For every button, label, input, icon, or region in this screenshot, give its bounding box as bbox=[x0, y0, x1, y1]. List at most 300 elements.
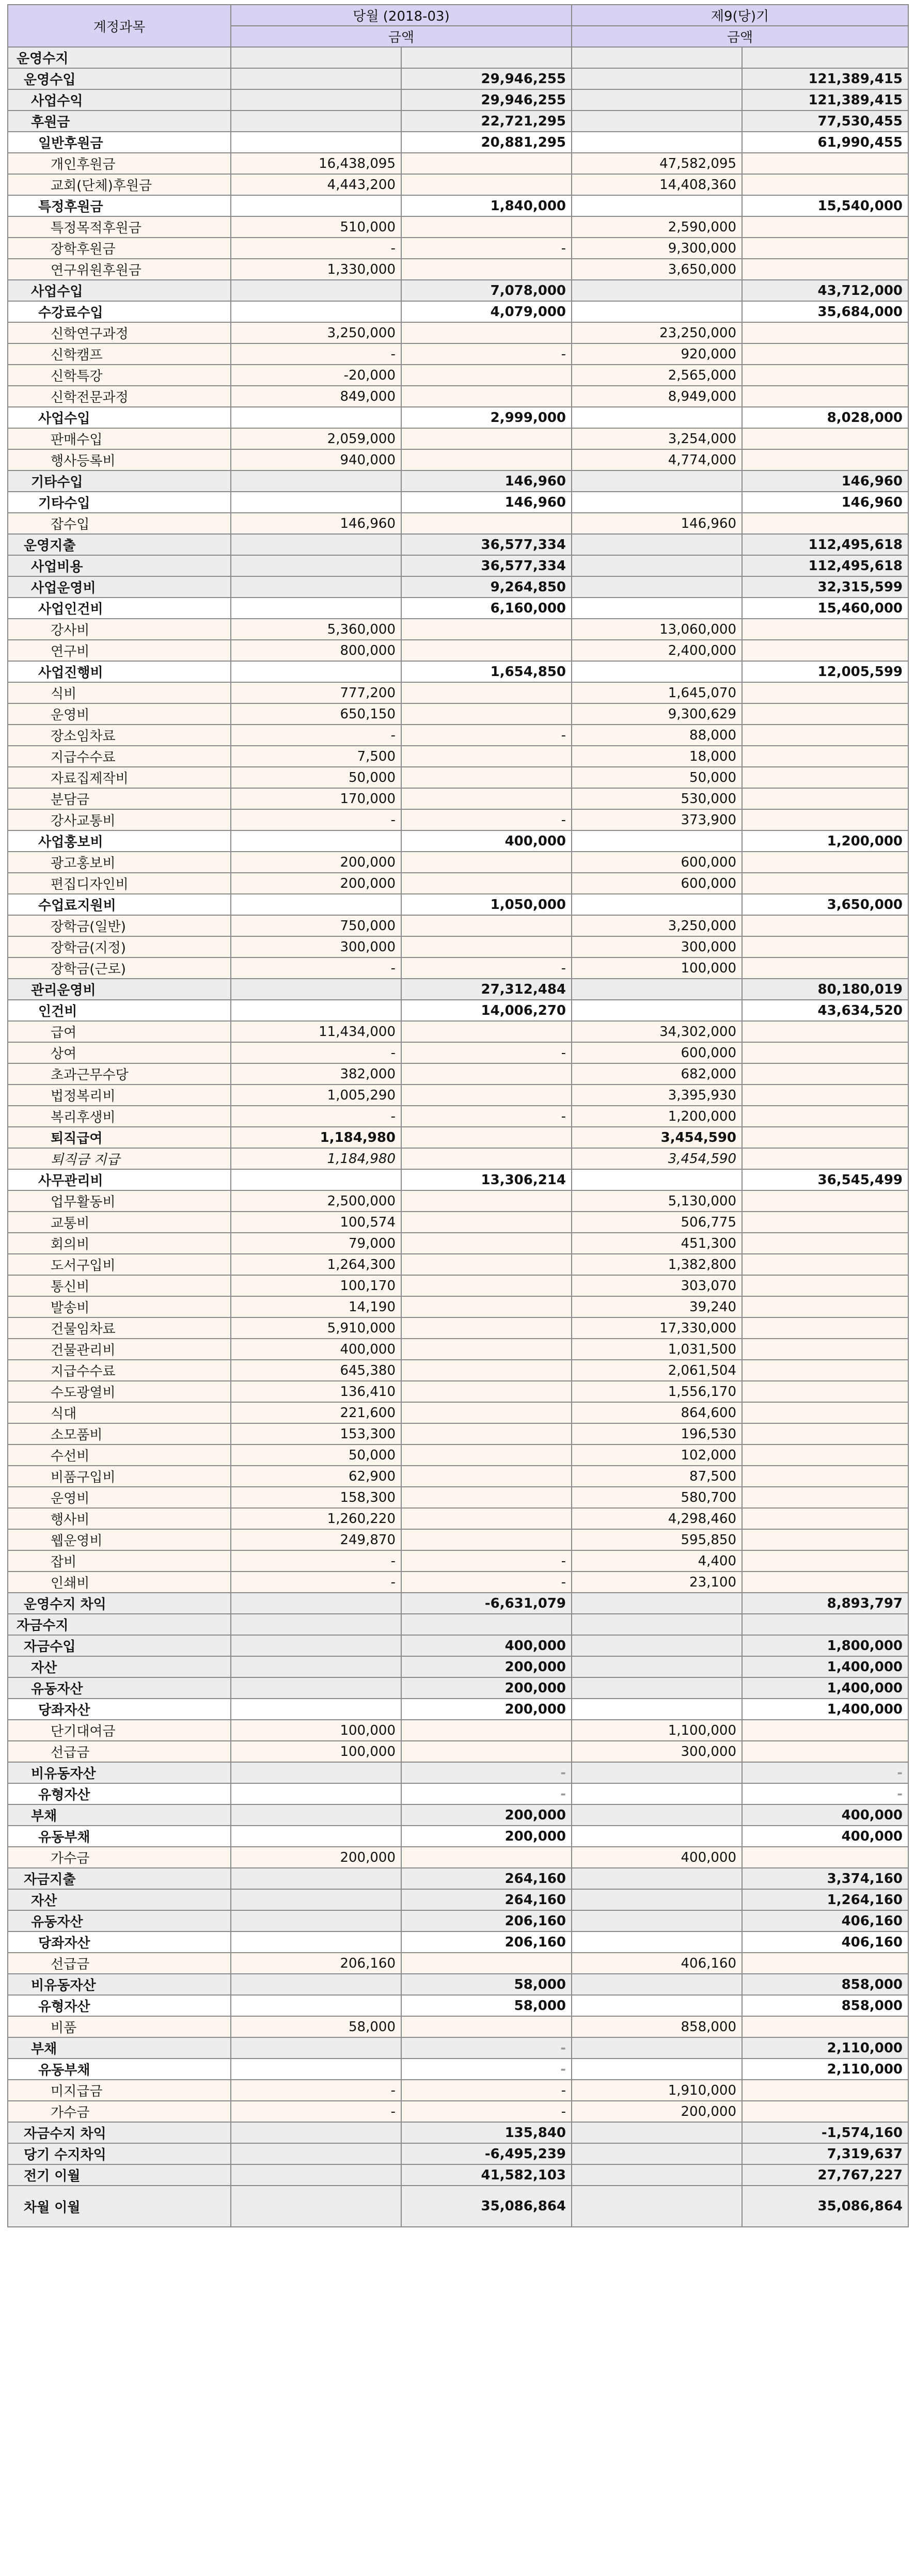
month-subtotal-cell bbox=[401, 1021, 572, 1042]
table-row bbox=[8, 576, 908, 598]
month-detail-cell: - bbox=[231, 1042, 401, 1063]
year-detail-cell: 1,910,000 bbox=[572, 2080, 742, 2101]
table-row bbox=[8, 1953, 908, 1974]
year-detail-cell: 300,000 bbox=[572, 936, 742, 957]
month-subtotal-cell: 58,000 bbox=[401, 1995, 572, 2016]
year-detail-cell: 4,298,460 bbox=[572, 1508, 742, 1529]
month-subtotal-cell: 1,654,850 bbox=[401, 661, 572, 682]
month-subtotal-cell: 146,960 bbox=[401, 492, 572, 513]
account-label: 운영비 bbox=[8, 1487, 231, 1508]
year-subtotal-cell: 400,000 bbox=[742, 1826, 908, 1847]
year-detail-cell: 451,300 bbox=[572, 1233, 742, 1254]
month-subtotal-cell: 200,000 bbox=[401, 1804, 572, 1826]
month-detail-cell: 200,000 bbox=[231, 1847, 401, 1868]
year-subtotal-cell bbox=[742, 343, 908, 365]
month-subtotal-cell bbox=[401, 259, 572, 280]
month-detail-cell bbox=[231, 2143, 401, 2164]
year-detail-cell: 102,000 bbox=[572, 1444, 742, 1466]
year-detail-cell bbox=[572, 89, 742, 111]
month-subtotal-cell: 200,000 bbox=[401, 1656, 572, 1677]
month-subtotal-cell bbox=[401, 936, 572, 957]
year-detail-cell: 39,240 bbox=[572, 1296, 742, 1317]
account-label: 차월 이월 bbox=[8, 2186, 231, 2227]
table-row bbox=[8, 979, 908, 1000]
year-detail-cell: 196,530 bbox=[572, 1423, 742, 1444]
year-detail-cell: 864,600 bbox=[572, 1402, 742, 1423]
year-subtotal-cell bbox=[742, 174, 908, 195]
month-subtotal-cell bbox=[401, 2016, 572, 2037]
month-subtotal-cell: 4,079,000 bbox=[401, 301, 572, 322]
table-row bbox=[8, 1085, 908, 1106]
account-label: 판매수입 bbox=[8, 428, 231, 449]
month-subtotal-cell bbox=[401, 746, 572, 767]
month-detail-cell bbox=[231, 2037, 401, 2059]
month-detail-cell: 16,438,095 bbox=[231, 153, 401, 174]
year-subtotal-cell bbox=[742, 1042, 908, 1063]
table-row bbox=[8, 2059, 908, 2080]
year-detail-cell bbox=[572, 280, 742, 301]
year-subtotal-cell bbox=[742, 703, 908, 725]
month-subtotal-cell bbox=[401, 1254, 572, 1275]
month-subtotal-cell bbox=[401, 174, 572, 195]
month-detail-cell: 136,410 bbox=[231, 1381, 401, 1402]
year-subtotal-cell: -1,574,160 bbox=[742, 2122, 908, 2143]
year-detail-cell bbox=[572, 1593, 742, 1614]
account-label: 장학금(일반) bbox=[8, 915, 231, 936]
year-detail-cell: 200,000 bbox=[572, 2101, 742, 2122]
month-subtotal-cell: - bbox=[401, 725, 572, 746]
year-subtotal-cell bbox=[742, 809, 908, 830]
header-amount-current-month: 금액 bbox=[231, 26, 572, 47]
month-detail-cell bbox=[231, 661, 401, 682]
account-label: 당좌자산 bbox=[8, 1931, 231, 1953]
month-detail-cell: 100,000 bbox=[231, 1741, 401, 1762]
table-row bbox=[8, 619, 908, 640]
month-subtotal-cell: 135,840 bbox=[401, 2122, 572, 2143]
year-subtotal-cell: 32,315,599 bbox=[742, 576, 908, 598]
year-detail-cell: 146,960 bbox=[572, 513, 742, 534]
account-label: 운영수지 차익 bbox=[8, 1593, 231, 1614]
table-row bbox=[8, 68, 908, 89]
month-subtotal-cell bbox=[401, 915, 572, 936]
month-subtotal-cell: 7,078,000 bbox=[401, 280, 572, 301]
month-detail-cell: 3,250,000 bbox=[231, 322, 401, 343]
month-subtotal-cell: 400,000 bbox=[401, 830, 572, 852]
table-row bbox=[8, 809, 908, 830]
year-subtotal-cell: 8,028,000 bbox=[742, 407, 908, 428]
account-label: 가수금 bbox=[8, 1847, 231, 1868]
month-subtotal-cell: 1,840,000 bbox=[401, 195, 572, 216]
year-detail-cell bbox=[572, 1783, 742, 1804]
month-subtotal-cell bbox=[401, 1487, 572, 1508]
month-subtotal-cell: 20,881,295 bbox=[401, 132, 572, 153]
table-row bbox=[8, 449, 908, 470]
year-subtotal-cell bbox=[742, 216, 908, 238]
year-subtotal-cell bbox=[742, 1444, 908, 1466]
year-detail-cell bbox=[572, 576, 742, 598]
year-detail-cell bbox=[572, 1169, 742, 1190]
year-subtotal-cell bbox=[742, 746, 908, 767]
year-subtotal-cell bbox=[742, 1508, 908, 1529]
account-label: 자금수입 bbox=[8, 1635, 231, 1656]
month-detail-cell bbox=[231, 598, 401, 619]
account-label: 자산 bbox=[8, 1656, 231, 1677]
month-subtotal-cell bbox=[401, 852, 572, 873]
month-detail-cell bbox=[231, 47, 401, 68]
year-subtotal-cell bbox=[742, 640, 908, 661]
month-subtotal-cell: - bbox=[401, 343, 572, 365]
table-row bbox=[8, 534, 908, 555]
month-detail-cell: 200,000 bbox=[231, 852, 401, 873]
account-label: 유동자산 bbox=[8, 1910, 231, 1931]
table-row bbox=[8, 1487, 908, 1508]
month-subtotal-cell bbox=[401, 1360, 572, 1381]
account-label: 편집디자인비 bbox=[8, 873, 231, 894]
year-subtotal-cell bbox=[742, 1148, 908, 1169]
month-detail-cell: 750,000 bbox=[231, 915, 401, 936]
table-row bbox=[8, 1000, 908, 1021]
table-row bbox=[8, 1974, 908, 1995]
table-row bbox=[8, 343, 908, 365]
account-label: 교통비 bbox=[8, 1212, 231, 1233]
account-label: 소모품비 bbox=[8, 1423, 231, 1444]
year-detail-cell: 1,556,170 bbox=[572, 1381, 742, 1402]
year-subtotal-cell bbox=[742, 725, 908, 746]
header-amount-fiscal-year: 금액 bbox=[572, 26, 908, 47]
year-detail-cell bbox=[572, 534, 742, 555]
month-subtotal-cell: - bbox=[401, 2037, 572, 2059]
month-detail-cell: 1,005,290 bbox=[231, 1085, 401, 1106]
month-detail-cell: - bbox=[231, 1572, 401, 1593]
year-detail-cell bbox=[572, 894, 742, 915]
table-row bbox=[8, 1550, 908, 1572]
month-subtotal-cell: 9,264,850 bbox=[401, 576, 572, 598]
year-subtotal-cell bbox=[742, 1254, 908, 1275]
table-row bbox=[8, 1275, 908, 1296]
year-subtotal-cell bbox=[742, 1339, 908, 1360]
table-row bbox=[8, 365, 908, 386]
year-detail-cell: 1,200,000 bbox=[572, 1106, 742, 1127]
month-subtotal-cell bbox=[401, 1275, 572, 1296]
month-detail-cell: 11,434,000 bbox=[231, 1021, 401, 1042]
month-detail-cell bbox=[231, 576, 401, 598]
header-period-current-month: 당월 (2018-03) bbox=[231, 5, 572, 26]
month-subtotal-cell bbox=[401, 703, 572, 725]
year-detail-cell: 2,400,000 bbox=[572, 640, 742, 661]
account-label: 유동부채 bbox=[8, 1826, 231, 1847]
year-subtotal-cell: 36,545,499 bbox=[742, 1169, 908, 1190]
month-subtotal-cell bbox=[401, 640, 572, 661]
year-detail-cell: 2,061,504 bbox=[572, 1360, 742, 1381]
year-subtotal-cell bbox=[742, 513, 908, 534]
month-detail-cell: 221,600 bbox=[231, 1402, 401, 1423]
month-detail-cell: 849,000 bbox=[231, 386, 401, 407]
month-detail-cell bbox=[231, 1931, 401, 1953]
year-detail-cell: 9,300,629 bbox=[572, 703, 742, 725]
account-label: 사업수입 bbox=[8, 280, 231, 301]
year-subtotal-cell bbox=[742, 1529, 908, 1550]
table-row bbox=[8, 1296, 908, 1317]
account-label: 인건비 bbox=[8, 1000, 231, 1021]
table-row bbox=[8, 598, 908, 619]
month-subtotal-cell: 29,946,255 bbox=[401, 89, 572, 111]
month-detail-cell bbox=[231, 1804, 401, 1826]
account-label: 미지급금 bbox=[8, 2080, 231, 2101]
year-detail-cell: 13,060,000 bbox=[572, 619, 742, 640]
account-label: 유형자산 bbox=[8, 1783, 231, 1804]
month-subtotal-cell bbox=[401, 1466, 572, 1487]
year-subtotal-cell: 121,389,415 bbox=[742, 68, 908, 89]
month-detail-cell bbox=[231, 1995, 401, 2016]
month-subtotal-cell: 1,050,000 bbox=[401, 894, 572, 915]
year-detail-cell: 580,700 bbox=[572, 1487, 742, 1508]
table-row bbox=[8, 555, 908, 576]
table-row bbox=[8, 1847, 908, 1868]
month-subtotal-cell: 13,306,214 bbox=[401, 1169, 572, 1190]
account-label: 장학금(지정) bbox=[8, 936, 231, 957]
year-subtotal-cell bbox=[742, 428, 908, 449]
table-row bbox=[8, 1423, 908, 1444]
year-detail-cell: 23,250,000 bbox=[572, 322, 742, 343]
month-detail-cell: 4,443,200 bbox=[231, 174, 401, 195]
account-label: 기타수입 bbox=[8, 492, 231, 513]
month-detail-cell: 1,184,980 bbox=[231, 1148, 401, 1169]
year-subtotal-cell: - bbox=[742, 1783, 908, 1804]
month-detail-cell: 1,260,220 bbox=[231, 1508, 401, 1529]
year-subtotal-cell bbox=[742, 47, 908, 68]
year-subtotal-cell bbox=[742, 153, 908, 174]
year-subtotal-cell bbox=[742, 936, 908, 957]
year-subtotal-cell bbox=[742, 1063, 908, 1085]
account-label: 수선비 bbox=[8, 1444, 231, 1466]
month-detail-cell bbox=[231, 2122, 401, 2143]
month-detail-cell: 510,000 bbox=[231, 216, 401, 238]
table-row bbox=[8, 407, 908, 428]
table-row bbox=[8, 1677, 908, 1699]
table-row bbox=[8, 725, 908, 746]
year-subtotal-cell: 1,400,000 bbox=[742, 1677, 908, 1699]
account-label: 장소임차료 bbox=[8, 725, 231, 746]
year-subtotal-cell bbox=[742, 957, 908, 979]
year-subtotal-cell bbox=[742, 1106, 908, 1127]
account-label: 관리운영비 bbox=[8, 979, 231, 1000]
month-detail-cell bbox=[231, 1762, 401, 1783]
month-subtotal-cell bbox=[401, 1444, 572, 1466]
table-row bbox=[8, 1635, 908, 1656]
year-subtotal-cell bbox=[742, 788, 908, 809]
table-row bbox=[8, 386, 908, 407]
table-row bbox=[8, 1804, 908, 1826]
month-subtotal-cell bbox=[401, 1085, 572, 1106]
account-label: 특정후원금 bbox=[8, 195, 231, 216]
month-detail-cell bbox=[231, 195, 401, 216]
ledger-body bbox=[8, 47, 908, 2227]
month-detail-cell bbox=[231, 830, 401, 852]
table-row bbox=[8, 1656, 908, 1677]
account-label: 비품구입비 bbox=[8, 1466, 231, 1487]
year-detail-cell: 1,100,000 bbox=[572, 1720, 742, 1741]
year-detail-cell bbox=[572, 1656, 742, 1677]
year-subtotal-cell: 858,000 bbox=[742, 1974, 908, 1995]
year-detail-cell: 920,000 bbox=[572, 343, 742, 365]
table-row bbox=[8, 1127, 908, 1148]
table-row bbox=[8, 1042, 908, 1063]
month-subtotal-cell bbox=[401, 1339, 572, 1360]
year-detail-cell: 18,000 bbox=[572, 746, 742, 767]
year-detail-cell bbox=[572, 2143, 742, 2164]
month-subtotal-cell: 6,160,000 bbox=[401, 598, 572, 619]
table-row bbox=[8, 492, 908, 513]
year-subtotal-cell bbox=[742, 259, 908, 280]
month-detail-cell bbox=[231, 68, 401, 89]
month-detail-cell bbox=[231, 2164, 401, 2186]
table-row bbox=[8, 1148, 908, 1169]
account-label: 사업수익 bbox=[8, 89, 231, 111]
year-detail-cell bbox=[572, 2122, 742, 2143]
month-subtotal-cell: - bbox=[401, 809, 572, 830]
year-subtotal-cell: 15,540,000 bbox=[742, 195, 908, 216]
year-subtotal-cell: 858,000 bbox=[742, 1995, 908, 2016]
account-label: 지급수수료 bbox=[8, 1360, 231, 1381]
account-label: 사업홍보비 bbox=[8, 830, 231, 852]
month-subtotal-cell bbox=[401, 386, 572, 407]
year-subtotal-cell: 43,712,000 bbox=[742, 280, 908, 301]
month-subtotal-cell: 206,160 bbox=[401, 1910, 572, 1931]
account-label: 식비 bbox=[8, 682, 231, 703]
account-label: 사업비용 bbox=[8, 555, 231, 576]
year-subtotal-cell: 2,110,000 bbox=[742, 2059, 908, 2080]
year-detail-cell: 9,300,000 bbox=[572, 238, 742, 259]
month-detail-cell bbox=[231, 2059, 401, 2080]
account-label: 인쇄비 bbox=[8, 1572, 231, 1593]
year-detail-cell: 23,100 bbox=[572, 1572, 742, 1593]
month-subtotal-cell bbox=[401, 365, 572, 386]
year-subtotal-cell: 7,319,637 bbox=[742, 2143, 908, 2164]
month-subtotal-cell: - bbox=[401, 1783, 572, 1804]
year-subtotal-cell: 146,960 bbox=[742, 470, 908, 492]
table-row bbox=[8, 1381, 908, 1402]
account-label: 행사비 bbox=[8, 1508, 231, 1529]
month-subtotal-cell: 400,000 bbox=[401, 1635, 572, 1656]
account-label: 부채 bbox=[8, 2037, 231, 2059]
year-detail-cell bbox=[572, 68, 742, 89]
month-detail-cell: 400,000 bbox=[231, 1339, 401, 1360]
month-subtotal-cell: - bbox=[401, 1550, 572, 1572]
year-detail-cell bbox=[572, 2186, 742, 2227]
month-subtotal-cell bbox=[401, 153, 572, 174]
account-label: 운영수입 bbox=[8, 68, 231, 89]
table-row bbox=[8, 830, 908, 852]
year-subtotal-cell bbox=[742, 915, 908, 936]
year-detail-cell: 3,454,590 bbox=[572, 1148, 742, 1169]
year-detail-cell bbox=[572, 830, 742, 852]
year-subtotal-cell: 121,389,415 bbox=[742, 89, 908, 111]
year-subtotal-cell bbox=[742, 1275, 908, 1296]
month-detail-cell bbox=[231, 301, 401, 322]
year-detail-cell bbox=[572, 1677, 742, 1699]
account-label: 웹운영비 bbox=[8, 1529, 231, 1550]
table-row bbox=[8, 111, 908, 132]
header-period-fiscal-year: 제9(당)기 bbox=[572, 5, 908, 26]
year-subtotal-cell bbox=[742, 1953, 908, 1974]
table-row bbox=[8, 174, 908, 195]
month-detail-cell bbox=[231, 280, 401, 301]
table-row bbox=[8, 1402, 908, 1423]
table-row bbox=[8, 2164, 908, 2186]
year-subtotal-cell bbox=[742, 873, 908, 894]
month-subtotal-cell: 206,160 bbox=[401, 1931, 572, 1953]
year-detail-cell: 4,774,000 bbox=[572, 449, 742, 470]
year-detail-cell bbox=[572, 132, 742, 153]
year-subtotal-cell bbox=[742, 682, 908, 703]
year-detail-cell bbox=[572, 1614, 742, 1635]
table-row bbox=[8, 1741, 908, 1762]
year-detail-cell: 3,250,000 bbox=[572, 915, 742, 936]
month-subtotal-cell bbox=[401, 1529, 572, 1550]
year-detail-cell bbox=[572, 1910, 742, 1931]
month-detail-cell bbox=[231, 2186, 401, 2227]
year-detail-cell bbox=[572, 2037, 742, 2059]
year-subtotal-cell: - bbox=[742, 1762, 908, 1783]
month-detail-cell: - bbox=[231, 725, 401, 746]
year-subtotal-cell: 406,160 bbox=[742, 1931, 908, 1953]
account-label: 수도광열비 bbox=[8, 1381, 231, 1402]
account-label: 지급수수료 bbox=[8, 746, 231, 767]
year-subtotal-cell: 80,180,019 bbox=[742, 979, 908, 1000]
month-detail-cell: - bbox=[231, 343, 401, 365]
month-detail-cell bbox=[231, 1656, 401, 1677]
table-row bbox=[8, 1826, 908, 1847]
table-row bbox=[8, 1466, 908, 1487]
month-detail-cell bbox=[231, 407, 401, 428]
month-detail-cell bbox=[231, 1699, 401, 1720]
year-detail-cell bbox=[572, 111, 742, 132]
account-label: 급여 bbox=[8, 1021, 231, 1042]
table-row bbox=[8, 703, 908, 725]
table-row bbox=[8, 1720, 908, 1741]
table-row bbox=[8, 1063, 908, 1085]
month-subtotal-cell: - bbox=[401, 2059, 572, 2080]
year-detail-cell bbox=[572, 1762, 742, 1783]
table-row bbox=[8, 936, 908, 957]
month-detail-cell: - bbox=[231, 809, 401, 830]
month-subtotal-cell: - bbox=[401, 2101, 572, 2122]
year-detail-cell bbox=[572, 407, 742, 428]
account-label: 사업인건비 bbox=[8, 598, 231, 619]
year-detail-cell: 373,900 bbox=[572, 809, 742, 830]
account-label: 건물임차료 bbox=[8, 1317, 231, 1339]
year-subtotal-cell: 2,110,000 bbox=[742, 2037, 908, 2059]
account-label: 업무활동비 bbox=[8, 1190, 231, 1212]
year-subtotal-cell: 61,990,455 bbox=[742, 132, 908, 153]
year-detail-cell: 506,775 bbox=[572, 1212, 742, 1233]
month-detail-cell bbox=[231, 132, 401, 153]
table-row bbox=[8, 238, 908, 259]
year-subtotal-cell bbox=[742, 1741, 908, 1762]
account-label: 부채 bbox=[8, 1804, 231, 1826]
year-detail-cell bbox=[572, 1974, 742, 1995]
year-detail-cell: 2,565,000 bbox=[572, 365, 742, 386]
month-detail-cell: 206,160 bbox=[231, 1953, 401, 1974]
month-detail-cell: 300,000 bbox=[231, 936, 401, 957]
table-row bbox=[8, 1212, 908, 1233]
table-row bbox=[8, 1190, 908, 1212]
year-subtotal-cell: 3,650,000 bbox=[742, 894, 908, 915]
account-label: 비유동자산 bbox=[8, 1762, 231, 1783]
account-label: 운영수지 bbox=[8, 47, 231, 68]
table-row bbox=[8, 1931, 908, 1953]
year-subtotal-cell bbox=[742, 2080, 908, 2101]
